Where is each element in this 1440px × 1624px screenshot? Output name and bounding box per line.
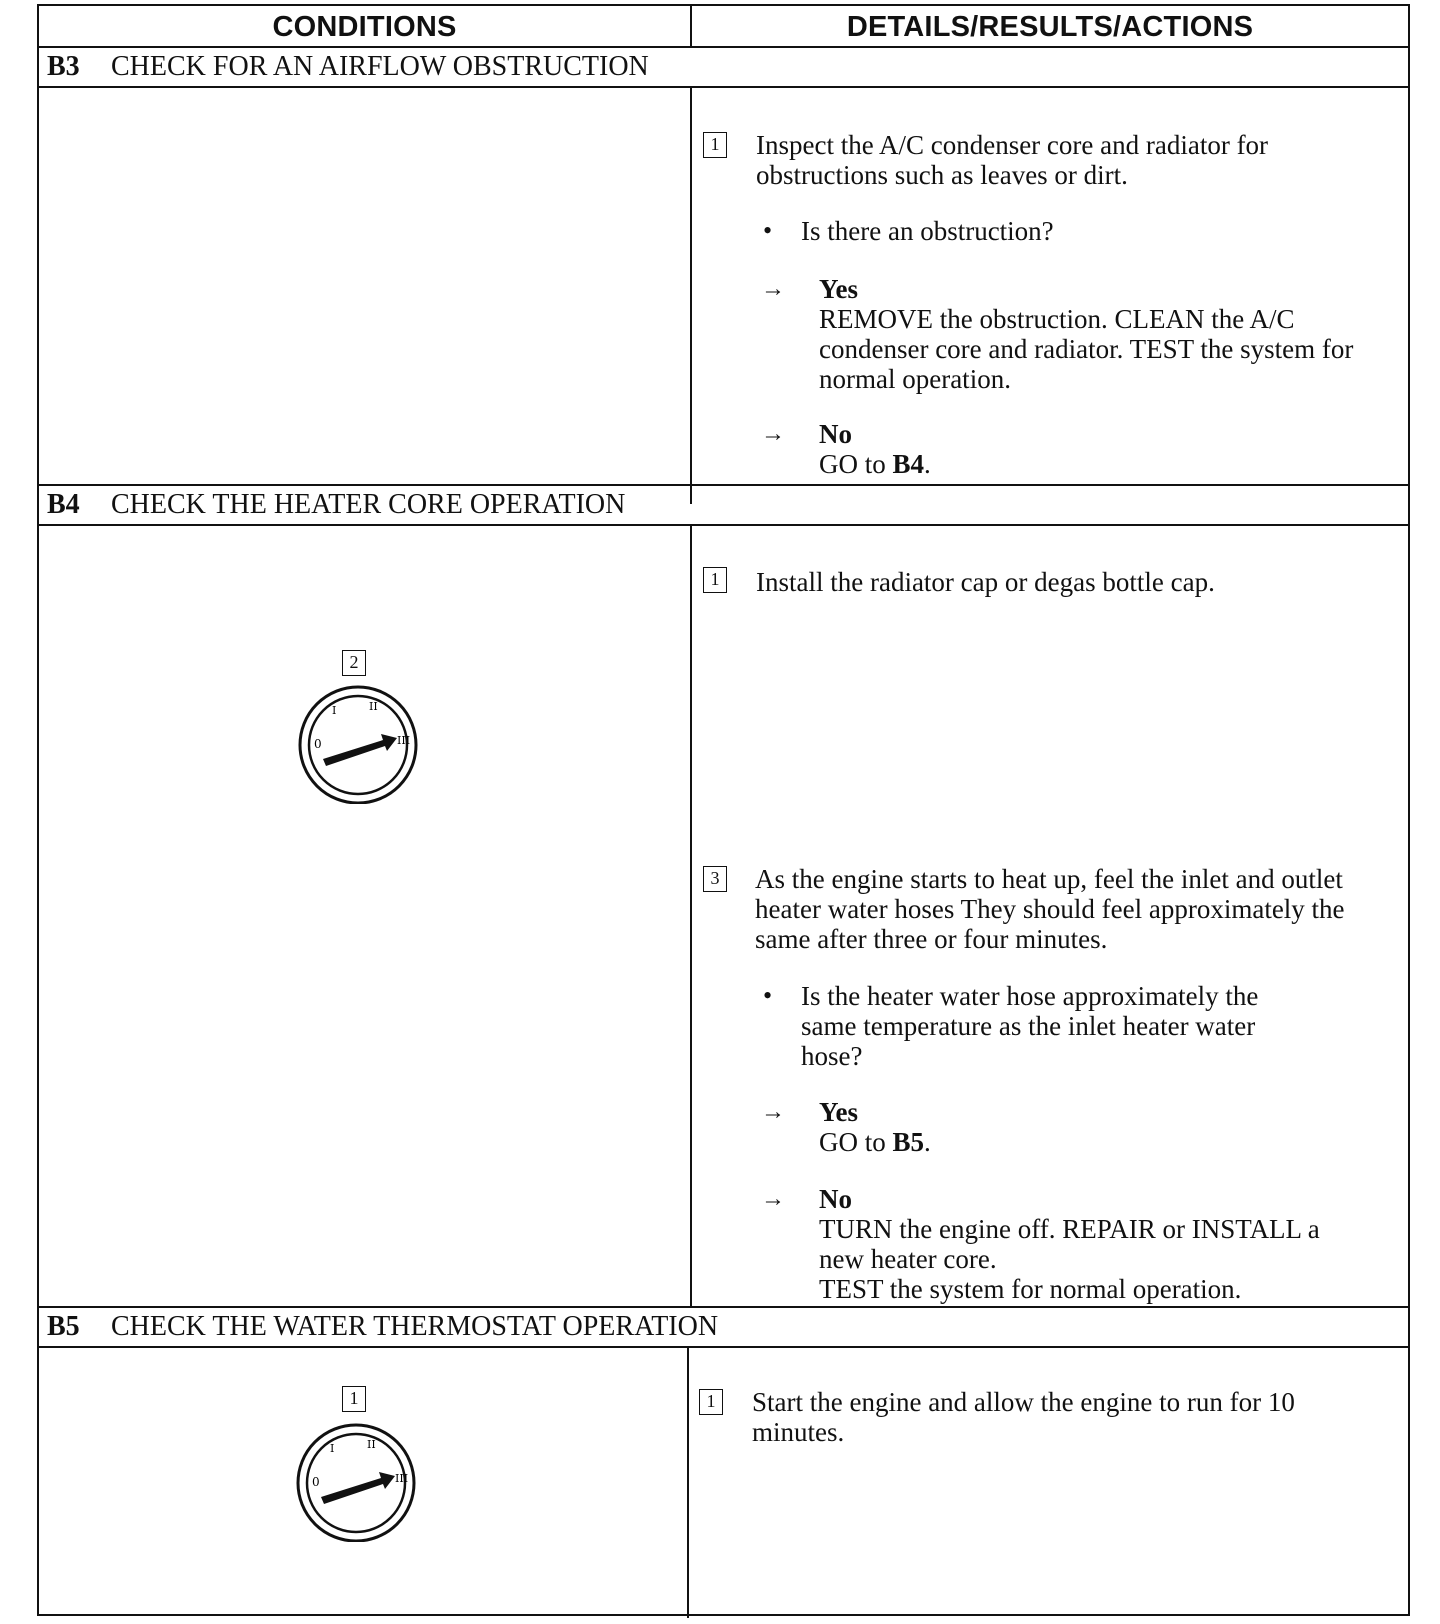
step-b5-action-1-text: Start the engine and allow the engine to run for 10 minutes. xyxy=(752,1387,1295,1447)
step-b4-yes-label: Yes xyxy=(819,1097,858,1127)
step-b3-yes-arrow-icon: → xyxy=(761,276,785,302)
step-b3-heading: CHECK FOR AN AIRFLOW OBSTRUCTION xyxy=(111,51,649,82)
step-b5-figure-number: 1 xyxy=(342,1386,366,1412)
step-b4-heading: CHECK THE HEATER CORE OPERATION xyxy=(111,489,626,520)
header-conditions: CONDITIONS xyxy=(272,10,457,43)
step-b4-title xyxy=(47,485,625,525)
step-b4-yes-arrow-icon: → xyxy=(761,1099,785,1125)
ignition-switch-icon xyxy=(295,1420,417,1542)
step-b3-title xyxy=(47,47,649,87)
step-b4-code: B4 xyxy=(47,489,80,520)
step-b4-yes-target: B5 xyxy=(892,1127,925,1157)
step-b3-no-target: B4 xyxy=(892,449,925,479)
step-b4-yes xyxy=(819,1097,1359,1157)
step-b4-divider xyxy=(690,526,692,1306)
step-b4-action-3-number: 3 xyxy=(703,866,727,892)
step-b3-question: Is there an obstruction? xyxy=(801,216,1054,246)
step-b3-question-bullet: • xyxy=(763,216,773,245)
step-b4-no xyxy=(819,1184,1364,1304)
step-b4-figure-number: 2 xyxy=(342,650,366,676)
step-b5-action-1-number: 1 xyxy=(699,1389,723,1415)
step-b4-question: Is the heater water hose approximately the same temperature as the inlet heater water hose? xyxy=(801,981,1259,1071)
ignition-pos-2: II xyxy=(367,1438,376,1451)
diagnostic-table xyxy=(37,4,1410,1616)
step-b4-action-1-number: 1 xyxy=(703,567,727,593)
step-b4-question-bullet: • xyxy=(763,981,773,1010)
ignition-pos-0: 0 xyxy=(314,737,322,751)
ignition-pos-0: 0 xyxy=(312,1475,320,1489)
step-b3-action-1-text: Inspect the A/C condenser core and radiator for obstructions such as leaves or dirt. xyxy=(756,130,1269,190)
step-b3-yes-text: REMOVE the obstruction. CLEAN the A/C condenser core and radiator. TEST the system for normal operation. xyxy=(819,304,1354,394)
header-details: DETAILS/RESULTS/ACTIONS xyxy=(846,10,1254,43)
step-b3-yes-label: Yes xyxy=(819,274,858,304)
step-b4-no-line1: TURN the engine off. REPAIR or INSTALL a new heater core. xyxy=(819,1214,1320,1274)
ignition-pos-2: II xyxy=(369,700,378,713)
step-b4-action-1-text: Install the radiator cap or degas bottle cap. xyxy=(756,567,1215,597)
step-b3-no-label: No xyxy=(819,419,852,449)
ignition-pos-1: I xyxy=(330,1442,335,1455)
step-b4-yes-go: GO to B5. xyxy=(819,1127,931,1157)
step-b4-no-arrow-icon: → xyxy=(761,1186,785,1212)
step-b5-title xyxy=(47,1307,718,1347)
step-b3-code: B3 xyxy=(47,51,80,82)
step-b5-code: B5 xyxy=(47,1311,80,1342)
ignition-pos-3: III xyxy=(397,734,411,747)
step-b4-no-line2: TEST the system for normal operation. xyxy=(819,1274,1242,1304)
step-b5-rule xyxy=(39,1346,1408,1348)
step-b4-rule xyxy=(39,524,1408,526)
header-divider xyxy=(690,6,692,48)
step-b4-no-label: No xyxy=(819,1184,852,1214)
step-b5-divider xyxy=(687,1348,689,1618)
step-b3-rule xyxy=(39,86,1408,88)
ignition-pos-1: I xyxy=(332,704,337,717)
step-b3-action-1-number: 1 xyxy=(703,132,727,158)
step-b4-action-3-text: As the engine starts to heat up, feel the inlet and outlet heater water hoses They should feel approximately the same after three or four minutes. xyxy=(755,864,1345,954)
step-b3-yes xyxy=(819,274,1379,394)
step-b3-no xyxy=(819,419,1379,479)
ignition-switch-icon xyxy=(297,682,419,804)
step-b5-heading: CHECK THE WATER THERMOSTAT OPERATION xyxy=(111,1311,719,1342)
step-b3-no-go: GO to B4. xyxy=(819,449,931,479)
step-b3-divider xyxy=(690,88,692,504)
ignition-pos-3: III xyxy=(395,1472,409,1485)
step-b3-no-arrow-icon: → xyxy=(761,421,785,447)
